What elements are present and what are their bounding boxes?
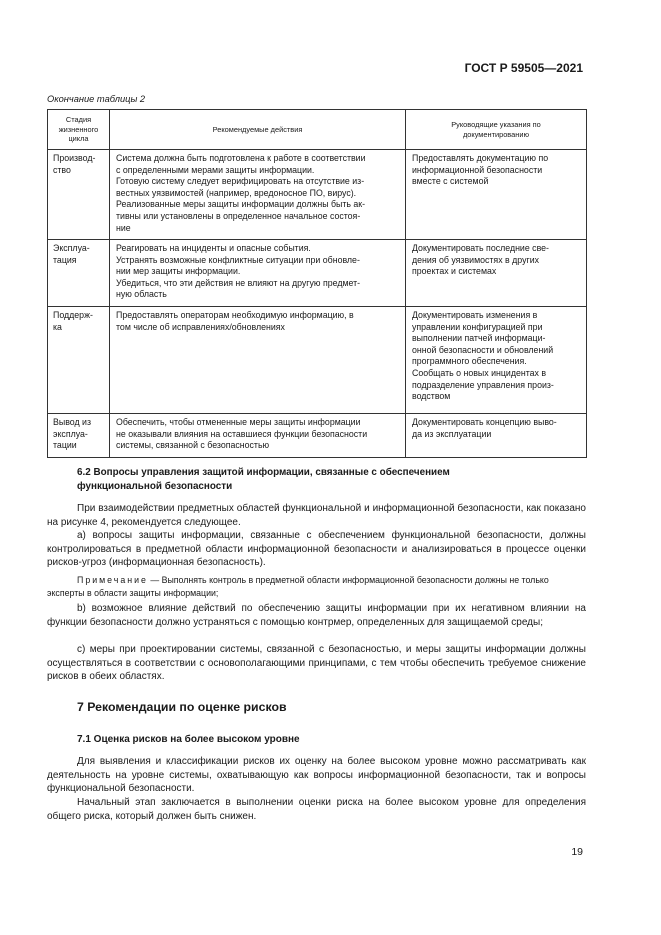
table-row [48, 240, 587, 307]
section-heading-6-2 [77, 466, 587, 493]
note-label: Примечание [77, 575, 148, 585]
table-row [48, 307, 587, 414]
row-actions: Обеспечить, чтобы отмененные меры защиты информации не оказывали влияния на оставшиеся функции безопасности системы, связанной с безопасностью [110, 414, 406, 458]
row-stage: Производ- ство [48, 150, 110, 240]
table-row [48, 414, 587, 458]
paragraph-text: Для выявления и классификации рисков их оценку на более высоком уровне можно рассматривать как деятельность на уровне системы, охватывающую как вопросы информационной безопасности, так и вопросы функциональной безопасности. [47, 756, 586, 794]
header-actions: Рекомендуемые действия [110, 110, 406, 150]
note-text: — Выполнять контроль в предметной области информационной безопасности должны не только эксперты в области защиты информации; [47, 575, 549, 598]
row-actions: Реагировать на инциденты и опасные события. Устранять возможные конфликтные ситуации при обновле- нии мер защиты информации. Убедиться, что эти действия не влияют на другую предмет- ную область [110, 240, 406, 307]
table-caption: Окончание таблицы 2 [47, 94, 146, 104]
paragraph-text: c) меры при проектировании системы, связанной с безопасностью, и меры защиты информации должны осуществляться в соответствии с основополагающими принципами, с тем чтобы обеспечить требуемое снижение рисков в обеих областях. [47, 644, 586, 682]
section-heading-7-1: 7.1 Оценка рисков на более высоком уровне [77, 734, 300, 745]
row-docs: Документировать изменения в управлении конфигурацией при выполнении патчей информаци- онной безопасности и обновлений программного обеспечения. Сообщать о новых инцидентах в подразделение управления произ- водством [406, 307, 587, 414]
paragraph-text: Начальный этап заключается в выполнении оценки риска на более высоком уровне для определения общего риска, который должен быть снижен. [47, 797, 586, 822]
heading-line: функциональной безопасности [77, 480, 233, 492]
section-heading-7: 7 Рекомендации по оценке рисков [77, 700, 287, 714]
row-actions: Предоставлять операторам необходимую информацию, в том числе об исправлениях/обновлениях [110, 307, 406, 414]
paragraph [47, 602, 586, 629]
paragraph [47, 529, 586, 570]
row-stage: Эксплуа- тация [48, 240, 110, 307]
paragraph [47, 796, 586, 823]
row-stage: Поддерж- ка [48, 307, 110, 414]
paragraph-text: При взаимодействии предметных областей функциональной и информационной безопасности, как показано на рисунке 4, рекомендуется следующее. [47, 503, 586, 528]
row-actions: Система должна быть подготовлена к работе в соответствии с определенными мерами защиты информации. Готовую систему следует верифицировать на отсутствие из- вестных уязвимостей (например, вредоносное ПО, вирус). Реализованные меры защиты информации должны быть ак- тивны или установлены в определенное начальное состоя- ние [110, 150, 406, 240]
table-row [48, 150, 587, 240]
row-docs: Документировать концепцию выво- да из эксплуатации [406, 414, 587, 458]
row-docs: Документировать последние све- дения об уязвимостях в других проектах и системах [406, 240, 587, 307]
paragraph [47, 643, 586, 684]
heading-line: 6.2 Вопросы управления защитой информации, связанные с обеспечением [77, 467, 450, 478]
lifecycle-table [47, 109, 587, 458]
paragraph-text: а) вопросы защиты информации, связанные с обеспечением функциональной безопасности, должны контролироваться в предметной области информационной безопасности и анализироваться в процессе оценки рисков-угроз (информационная безопасность). [47, 530, 586, 568]
row-docs: Предоставлять документацию по информационной безопасности вместе с системой [406, 150, 587, 240]
document-code: ГОСТ Р 59505—2021 [464, 61, 583, 75]
header-stage: Стадия жизненного цикла [48, 110, 110, 150]
paragraph-text: b) возможное влияние действий по обеспечению защиты информации при их негативном влиянии на функции безопасности должно устраняться с помощью контрмер, определенных для защищаемой среды; [47, 603, 586, 628]
paragraph [47, 755, 586, 796]
note [47, 574, 586, 599]
row-stage: Вывод из эксплуа- тации [48, 414, 110, 458]
page-number: 19 [571, 846, 583, 858]
header-docs: Руководящие указания по документированию [406, 110, 587, 150]
paragraph [47, 502, 586, 529]
